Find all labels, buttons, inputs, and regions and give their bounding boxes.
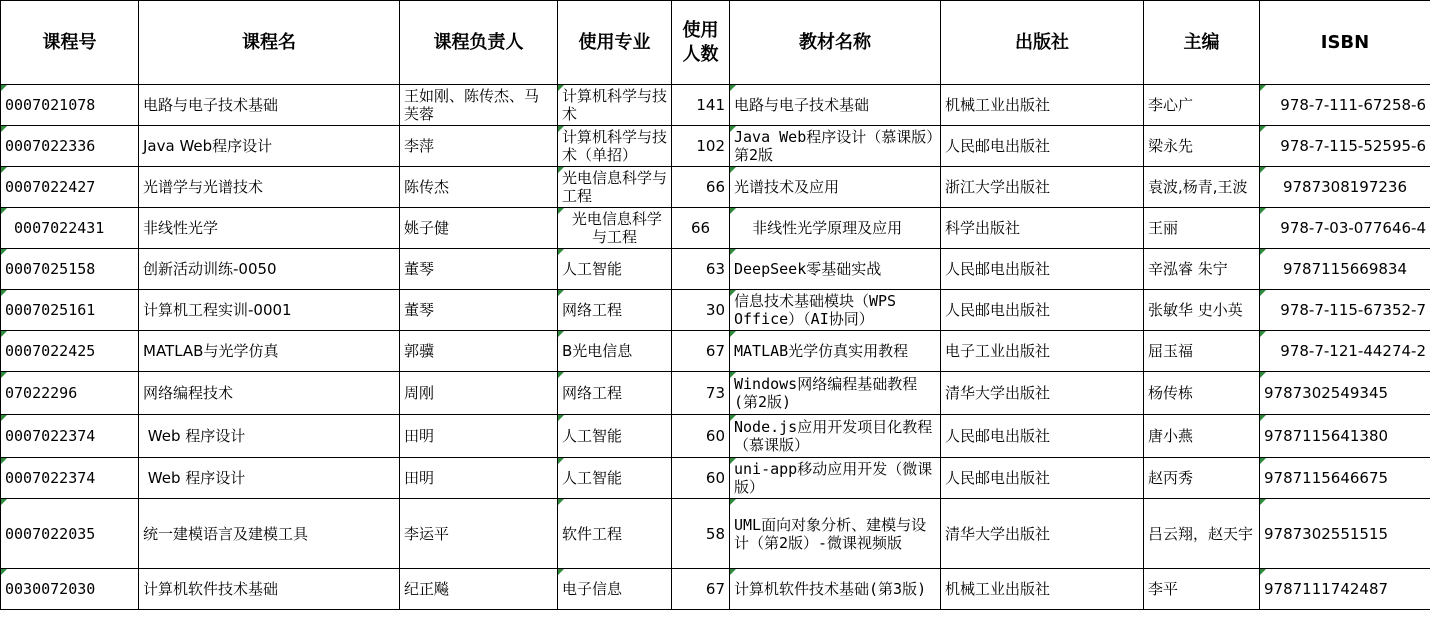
cell-editor[interactable]: 李心广 bbox=[1144, 85, 1260, 126]
cell-marker-icon bbox=[1, 249, 7, 255]
cell-major[interactable]: 计算机科学与技术（单招） bbox=[558, 126, 672, 167]
cell-owner[interactable]: 李萍 bbox=[400, 126, 558, 167]
cell-owner[interactable]: 董琴 bbox=[400, 249, 558, 290]
header-owner[interactable]: 课程负责人 bbox=[400, 1, 558, 85]
cell-owner[interactable]: 陈传杰 bbox=[400, 167, 558, 208]
cell-textbook[interactable]: 非线性光学原理及应用 bbox=[730, 208, 941, 249]
cell-textbook[interactable]: UML面向对象分析、建模与设计（第2版）-微课视频版 bbox=[730, 499, 941, 569]
cell-course-name[interactable]: Java Web程序设计 bbox=[139, 126, 400, 167]
cell-owner[interactable]: 周刚 bbox=[400, 372, 558, 415]
cell-editor[interactable]: 唐小燕 bbox=[1144, 415, 1260, 458]
cell-major[interactable]: 光电信息科学与工程 bbox=[558, 208, 672, 249]
cell-course-no[interactable]: 0030072030 bbox=[1, 569, 139, 610]
cell-isbn[interactable]: 9787115669834 bbox=[1260, 249, 1430, 290]
cell-textbook[interactable]: DeepSeek零基础实战 bbox=[730, 249, 941, 290]
cell-publisher[interactable]: 科学出版社 bbox=[941, 208, 1144, 249]
cell-marker-icon bbox=[558, 415, 564, 421]
cell-marker-icon bbox=[1260, 415, 1266, 421]
cell-course-no[interactable]: 0007021078 bbox=[1, 85, 139, 126]
cell-publisher[interactable]: 浙江大学出版社 bbox=[941, 167, 1144, 208]
table-row bbox=[1, 415, 1430, 458]
cell-course-no[interactable]: 0007022427 bbox=[1, 167, 139, 208]
cell-major[interactable]: 光电信息科学与工程 bbox=[558, 167, 672, 208]
cell-marker-icon bbox=[1, 569, 7, 575]
cell-course-name[interactable]: MATLAB与光学仿真 bbox=[139, 331, 400, 372]
cell-marker-icon bbox=[1260, 290, 1266, 296]
cell-marker-icon bbox=[730, 85, 736, 91]
cell-marker-icon bbox=[558, 167, 564, 173]
header-textbook[interactable]: 教材名称 bbox=[730, 1, 941, 85]
cell-textbook[interactable]: 计算机软件技术基础(第3版) bbox=[730, 569, 941, 610]
table-row bbox=[1, 126, 1430, 167]
cell-marker-icon bbox=[730, 167, 736, 173]
cell-marker-icon bbox=[558, 85, 564, 91]
cell-publisher[interactable]: 人民邮电出版社 bbox=[941, 458, 1144, 499]
cell-marker-icon bbox=[1260, 249, 1266, 255]
cell-isbn[interactable]: 978-7-111-67258-6 bbox=[1260, 85, 1430, 126]
cell-course-name[interactable]: 计算机软件技术基础 bbox=[139, 569, 400, 610]
cell-course-name[interactable]: 统一建模语言及建模工具 bbox=[139, 499, 400, 569]
cell-editor[interactable]: 杨传栋 bbox=[1144, 372, 1260, 415]
cell-marker-icon bbox=[1, 208, 7, 214]
cell-isbn[interactable]: 9787115646675 bbox=[1260, 458, 1430, 499]
cell-isbn[interactable]: 978-7-115-67352-7 bbox=[1260, 290, 1430, 331]
cell-textbook[interactable]: 光谱技术及应用 bbox=[730, 167, 941, 208]
cell-marker-icon bbox=[1, 458, 7, 464]
cell-owner[interactable]: 董琴 bbox=[400, 290, 558, 331]
table-row bbox=[1, 290, 1430, 331]
cell-editor[interactable]: 吕云翔，赵天宇 bbox=[1144, 499, 1260, 569]
cell-editor[interactable]: 梁永先 bbox=[1144, 126, 1260, 167]
header-count[interactable]: 使用人数 bbox=[672, 1, 730, 85]
cell-marker-icon bbox=[1, 499, 7, 505]
cell-marker-icon bbox=[1, 290, 7, 296]
cell-course-no[interactable]: 0007025161 bbox=[1, 290, 139, 331]
cell-marker-icon bbox=[1, 331, 7, 337]
header-course-no[interactable]: 课程号 bbox=[1, 1, 139, 85]
header-publisher[interactable]: 出版社 bbox=[941, 1, 1144, 85]
cell-marker-icon bbox=[1260, 499, 1266, 505]
cell-isbn[interactable]: 9787111742487 bbox=[1260, 569, 1430, 610]
cell-count[interactable]: 63 bbox=[672, 249, 730, 290]
table-row bbox=[1, 372, 1430, 415]
cell-marker-icon bbox=[1260, 458, 1266, 464]
cell-marker-icon bbox=[558, 249, 564, 255]
cell-publisher[interactable]: 人民邮电出版社 bbox=[941, 290, 1144, 331]
cell-major[interactable]: B光电信息 bbox=[558, 331, 672, 372]
cell-marker-icon bbox=[730, 499, 736, 505]
cell-marker-icon bbox=[730, 208, 736, 214]
cell-editor[interactable]: 李平 bbox=[1144, 569, 1260, 610]
cell-course-no[interactable]: 0007022035 bbox=[1, 499, 139, 569]
header-row bbox=[1, 1, 1430, 85]
table-row bbox=[1, 331, 1430, 372]
cell-marker-icon bbox=[558, 372, 564, 378]
cell-marker-icon bbox=[1260, 167, 1266, 173]
cell-editor[interactable]: 赵丙秀 bbox=[1144, 458, 1260, 499]
cell-marker-icon bbox=[1, 85, 7, 91]
cell-textbook[interactable]: Java Web程序设计（慕课版）第2版 bbox=[730, 126, 941, 167]
cell-owner[interactable]: 田明 bbox=[400, 458, 558, 499]
cell-isbn[interactable]: 978-7-121-44274-2 bbox=[1260, 331, 1430, 372]
cell-marker-icon bbox=[558, 569, 564, 575]
cell-course-name[interactable]: 计算机工程实训-0001 bbox=[139, 290, 400, 331]
cell-marker-icon bbox=[558, 290, 564, 296]
cell-textbook[interactable]: 信息技术基础模块（WPS Office）（AI协同） bbox=[730, 290, 941, 331]
cell-major[interactable]: 网络工程 bbox=[558, 290, 672, 331]
table-row bbox=[1, 208, 1430, 249]
cell-owner[interactable]: 姚子健 bbox=[400, 208, 558, 249]
cell-count[interactable]: 66 bbox=[672, 208, 730, 249]
cell-course-name[interactable]: 电路与电子技术基础 bbox=[139, 85, 400, 126]
cell-marker-icon bbox=[558, 331, 564, 337]
cell-textbook[interactable]: uni-app移动应用开发（微课版） bbox=[730, 458, 941, 499]
cell-editor[interactable]: 袁波,杨青,王波 bbox=[1144, 167, 1260, 208]
cell-count[interactable]: 58 bbox=[672, 499, 730, 569]
table-row bbox=[1, 569, 1430, 610]
cell-marker-icon bbox=[558, 126, 564, 132]
cell-marker-icon bbox=[1260, 208, 1266, 214]
table-row bbox=[1, 458, 1430, 499]
cell-course-name[interactable]: 网络编程技术 bbox=[139, 372, 400, 415]
cell-count[interactable]: 67 bbox=[672, 569, 730, 610]
cell-marker-icon bbox=[558, 458, 564, 464]
cell-publisher[interactable]: 清华大学出版社 bbox=[941, 372, 1144, 415]
cell-marker-icon bbox=[730, 126, 736, 132]
table-row bbox=[1, 167, 1430, 208]
header-isbn[interactable]: ISBN bbox=[1260, 1, 1430, 85]
cell-course-no[interactable]: 0007022431 bbox=[1, 208, 139, 249]
cell-course-name[interactable]: 非线性光学 bbox=[139, 208, 400, 249]
cell-course-name[interactable]: Web 程序设计 bbox=[139, 458, 400, 499]
cell-major[interactable]: 网络工程 bbox=[558, 372, 672, 415]
cell-isbn[interactable]: 978-7-115-52595-6 bbox=[1260, 126, 1430, 167]
cell-publisher[interactable]: 人民邮电出版社 bbox=[941, 249, 1144, 290]
cell-marker-icon bbox=[730, 372, 736, 378]
cell-count[interactable]: 67 bbox=[672, 331, 730, 372]
cell-count[interactable]: 141 bbox=[672, 85, 730, 126]
cell-editor[interactable]: 王丽 bbox=[1144, 208, 1260, 249]
cell-publisher[interactable]: 机械工业出版社 bbox=[941, 569, 1144, 610]
cell-owner[interactable]: 郭骥 bbox=[400, 331, 558, 372]
header-editor[interactable]: 主编 bbox=[1144, 1, 1260, 85]
cell-course-no[interactable]: 0007022425 bbox=[1, 331, 139, 372]
cell-major[interactable]: 人工智能 bbox=[558, 249, 672, 290]
cell-textbook[interactable]: Windows网络编程基础教程(第2版) bbox=[730, 372, 941, 415]
cell-marker-icon bbox=[1260, 331, 1266, 337]
cell-count[interactable]: 60 bbox=[672, 415, 730, 458]
cell-isbn[interactable]: 9787115641380 bbox=[1260, 415, 1430, 458]
cell-publisher[interactable]: 清华大学出版社 bbox=[941, 499, 1144, 569]
cell-major[interactable]: 人工智能 bbox=[558, 415, 672, 458]
cell-marker-icon bbox=[730, 331, 736, 337]
cell-isbn[interactable]: 978-7-03-077646-4 bbox=[1260, 208, 1430, 249]
cell-editor[interactable]: 张敏华 史小英 bbox=[1144, 290, 1260, 331]
cell-marker-icon bbox=[1260, 372, 1266, 378]
cell-marker-icon bbox=[558, 208, 564, 214]
cell-publisher[interactable]: 电子工业出版社 bbox=[941, 331, 1144, 372]
cell-marker-icon bbox=[730, 458, 736, 464]
cell-isbn[interactable]: 9787308197236 bbox=[1260, 167, 1430, 208]
cell-marker-icon bbox=[1, 167, 7, 173]
cell-publisher[interactable]: 人民邮电出版社 bbox=[941, 415, 1144, 458]
cell-course-name[interactable]: 创新活动训练-0050 bbox=[139, 249, 400, 290]
cell-owner[interactable]: 纪正飚 bbox=[400, 569, 558, 610]
cell-marker-icon bbox=[1, 126, 7, 132]
cell-major[interactable]: 软件工程 bbox=[558, 499, 672, 569]
cell-course-no[interactable]: 0007022336 bbox=[1, 126, 139, 167]
table-row bbox=[1, 499, 1430, 569]
cell-textbook[interactable]: Node.js应用开发项目化教程（慕课版） bbox=[730, 415, 941, 458]
cell-textbook[interactable]: MATLAB光学仿真实用教程 bbox=[730, 331, 941, 372]
cell-marker-icon bbox=[1260, 569, 1266, 575]
cell-marker-icon bbox=[730, 290, 736, 296]
cell-course-no[interactable]: 07022296 bbox=[1, 372, 139, 415]
table-row bbox=[1, 249, 1430, 290]
header-major[interactable]: 使用专业 bbox=[558, 1, 672, 85]
cell-owner[interactable]: 王如刚、陈传杰、马芙蓉 bbox=[400, 85, 558, 126]
cell-marker-icon bbox=[1260, 85, 1266, 91]
cell-isbn[interactable]: 9787302551515 bbox=[1260, 499, 1430, 569]
cell-isbn[interactable]: 9787302549345 bbox=[1260, 372, 1430, 415]
cell-marker-icon bbox=[558, 499, 564, 505]
table-row bbox=[1, 85, 1430, 126]
cell-publisher[interactable]: 机械工业出版社 bbox=[941, 85, 1144, 126]
cell-course-name[interactable]: Web 程序设计 bbox=[139, 415, 400, 458]
cell-count[interactable]: 30 bbox=[672, 290, 730, 331]
cell-owner[interactable]: 李运平 bbox=[400, 499, 558, 569]
cell-course-no[interactable]: 0007022374 bbox=[1, 458, 139, 499]
cell-course-no[interactable]: 0007025158 bbox=[1, 249, 139, 290]
cell-textbook[interactable]: 电路与电子技术基础 bbox=[730, 85, 941, 126]
cell-marker-icon bbox=[1260, 126, 1266, 132]
cell-marker-icon bbox=[1, 372, 7, 378]
header-course-name[interactable]: 课程名 bbox=[139, 1, 400, 85]
cell-marker-icon bbox=[730, 249, 736, 255]
cell-count[interactable]: 60 bbox=[672, 458, 730, 499]
cell-marker-icon bbox=[1, 415, 7, 421]
cell-course-name[interactable]: 光谱学与光谱技术 bbox=[139, 167, 400, 208]
cell-major[interactable]: 电子信息 bbox=[558, 569, 672, 610]
cell-owner[interactable]: 田明 bbox=[400, 415, 558, 458]
cell-count[interactable]: 73 bbox=[672, 372, 730, 415]
cell-major[interactable]: 计算机科学与技术 bbox=[558, 85, 672, 126]
cell-marker-icon bbox=[730, 415, 736, 421]
cell-publisher[interactable]: 人民邮电出版社 bbox=[941, 126, 1144, 167]
cell-count[interactable]: 66 bbox=[672, 167, 730, 208]
cell-marker-icon bbox=[730, 569, 736, 575]
cell-editor[interactable]: 屈玉福 bbox=[1144, 331, 1260, 372]
cell-course-no[interactable]: 0007022374 bbox=[1, 415, 139, 458]
cell-major[interactable]: 人工智能 bbox=[558, 458, 672, 499]
cell-count[interactable]: 102 bbox=[672, 126, 730, 167]
cell-editor[interactable]: 辛泓睿 朱宁 bbox=[1144, 249, 1260, 290]
